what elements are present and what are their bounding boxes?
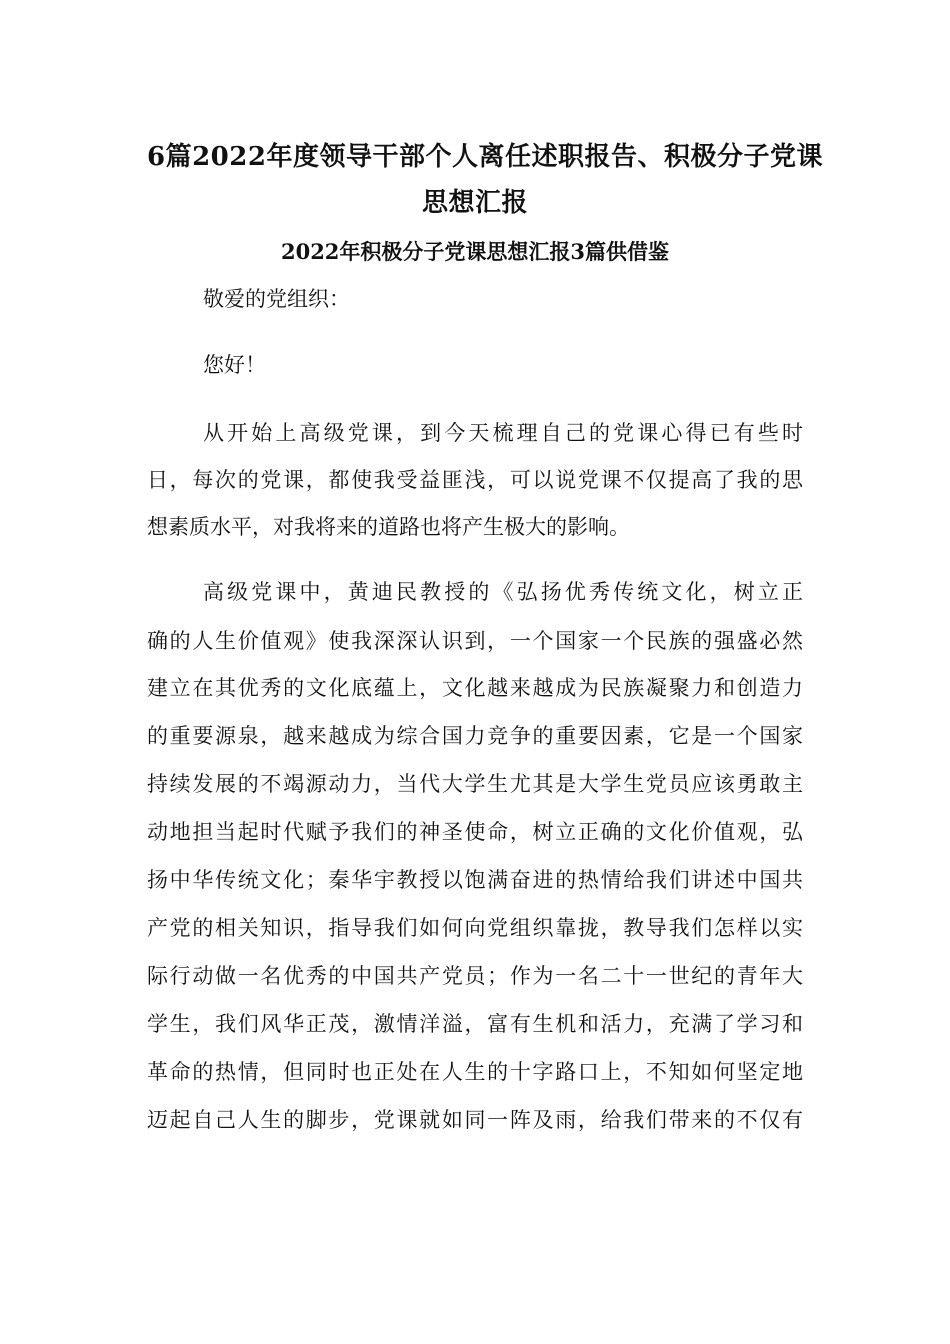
paragraph-2-line: 迈起自己人生的脚步，党课就如同一阵及雨，给我们带来的不仅有 bbox=[147, 1108, 803, 1132]
paragraph-2-line: 学生，我们风华正茂，激情洋溢，富有生机和活力，充满了学习和 bbox=[147, 1012, 803, 1036]
paragraph-2-line: 际行动做一名优秀的中国共产党员；作为一名二十一世纪的青年大 bbox=[147, 964, 803, 988]
paragraph-2-line: 的重要源泉，越来越成为综合国力竞争的重要因素，它是一个国家 bbox=[147, 724, 803, 748]
paragraph-2-line: 高级党课中，黄迪民教授的《弘扬优秀传统文化，树立正 bbox=[203, 580, 803, 604]
paragraph-1-line: 日，每次的党课，都使我受益匪浅，可以说党课不仅提高了我的思 bbox=[147, 468, 803, 492]
paragraph-2-line: 建立在其优秀的文化底蕴上，文化越来越成为民族凝聚力和创造力 bbox=[147, 676, 803, 700]
paragraph-2-line: 动地担当起时代赋予我们的神圣使命，树立正确的文化价值观，弘 bbox=[147, 820, 803, 844]
paragraph-1-line: 从开始上高级党课，到今天梳理自己的党课心得已有些时 bbox=[203, 421, 803, 445]
paragraph-1-line: 想素质水平，对我将来的道路也将产生极大的影响。 bbox=[147, 515, 630, 539]
paragraph-2-line: 持续发展的不竭源动力，当代大学生尤其是大学生党员应该勇敢主 bbox=[147, 772, 803, 796]
paragraph-2-line: 扬中华传统文化；秦华宇教授以饱满奋进的热情给我们讲述中国共 bbox=[147, 868, 803, 892]
paragraph-2-line: 革命的热情，但同时也正处在人生的十字路口上，不知如何坚定地 bbox=[147, 1060, 803, 1084]
paragraph-2-line: 确的人生价值观》使我深深认识到，一个国家一个民族的强盛必然 bbox=[147, 629, 803, 653]
salutation: 敬爱的党组织： bbox=[203, 287, 350, 311]
paragraph-2-line: 产党的相关知识，指导我们如何向党组织靠拢，教导我们怎样以实 bbox=[147, 916, 803, 940]
document-title-line-2: 思想汇报 bbox=[421, 188, 528, 218]
document-title-line-1: 6篇2022年度领导干部个人离任述职报告、积极分子党课 bbox=[147, 142, 823, 172]
document-subtitle: 2022年积极分子党课思想汇报3篇供借鉴 bbox=[280, 239, 670, 264]
greeting: 您好！ bbox=[203, 353, 266, 377]
